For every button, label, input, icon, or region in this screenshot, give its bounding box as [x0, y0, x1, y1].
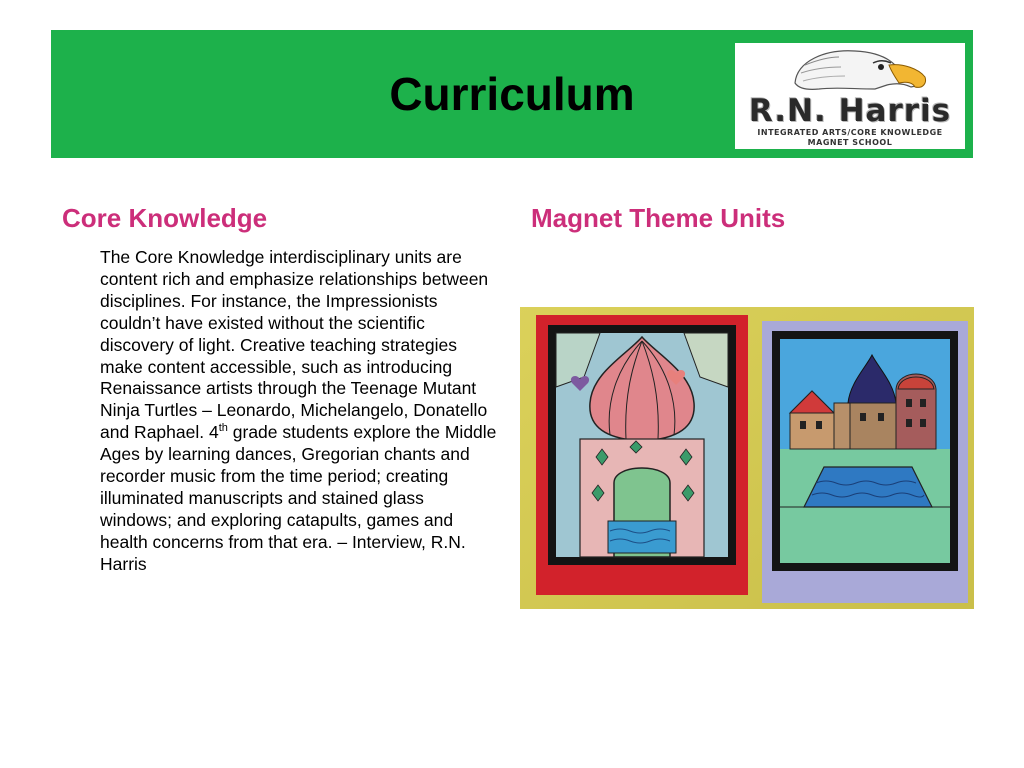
magnet-theme-units-heading: Magnet Theme Units	[531, 203, 786, 233]
title-bar	[51, 30, 973, 158]
slide-title: Curriculum	[389, 68, 635, 120]
student-artwork-photo	[520, 307, 974, 609]
paragraph-part1: The Core Knowledge interdisciplinary units are content rich and emphasize relationships between disciplines. For instance, the Impressionists couldn’t have existed without the scientific discovery of light. Creative teaching strategies make content accessible, such as introducing Renaissance artists through the Teenage Mutant Ninja Turtles – Leonardo, Michelangelo, Donatello and Raphael. 4	[100, 247, 489, 443]
school-logo	[735, 43, 965, 149]
core-knowledge-heading: Core Knowledge	[62, 203, 268, 233]
logo-tagline: INTEGRATED ARTS/CORE KNOWLEDGE	[757, 128, 943, 137]
logo-tagline-school: MAGNET SCHOOL	[807, 138, 893, 147]
core-knowledge-paragraph	[100, 247, 498, 576]
paragraph-part2: grade students explore the Middle Ages by learning dances, Gregorian chants and recorder music from the time period; creating illuminated manuscripts and stained glass windows; and exploring catapults, games and health concerns from that era. – Interview, R.N. Harris	[100, 422, 497, 574]
ordinal-superscript: th	[218, 422, 228, 435]
logo-school-name: R.N. Harris	[748, 93, 952, 129]
